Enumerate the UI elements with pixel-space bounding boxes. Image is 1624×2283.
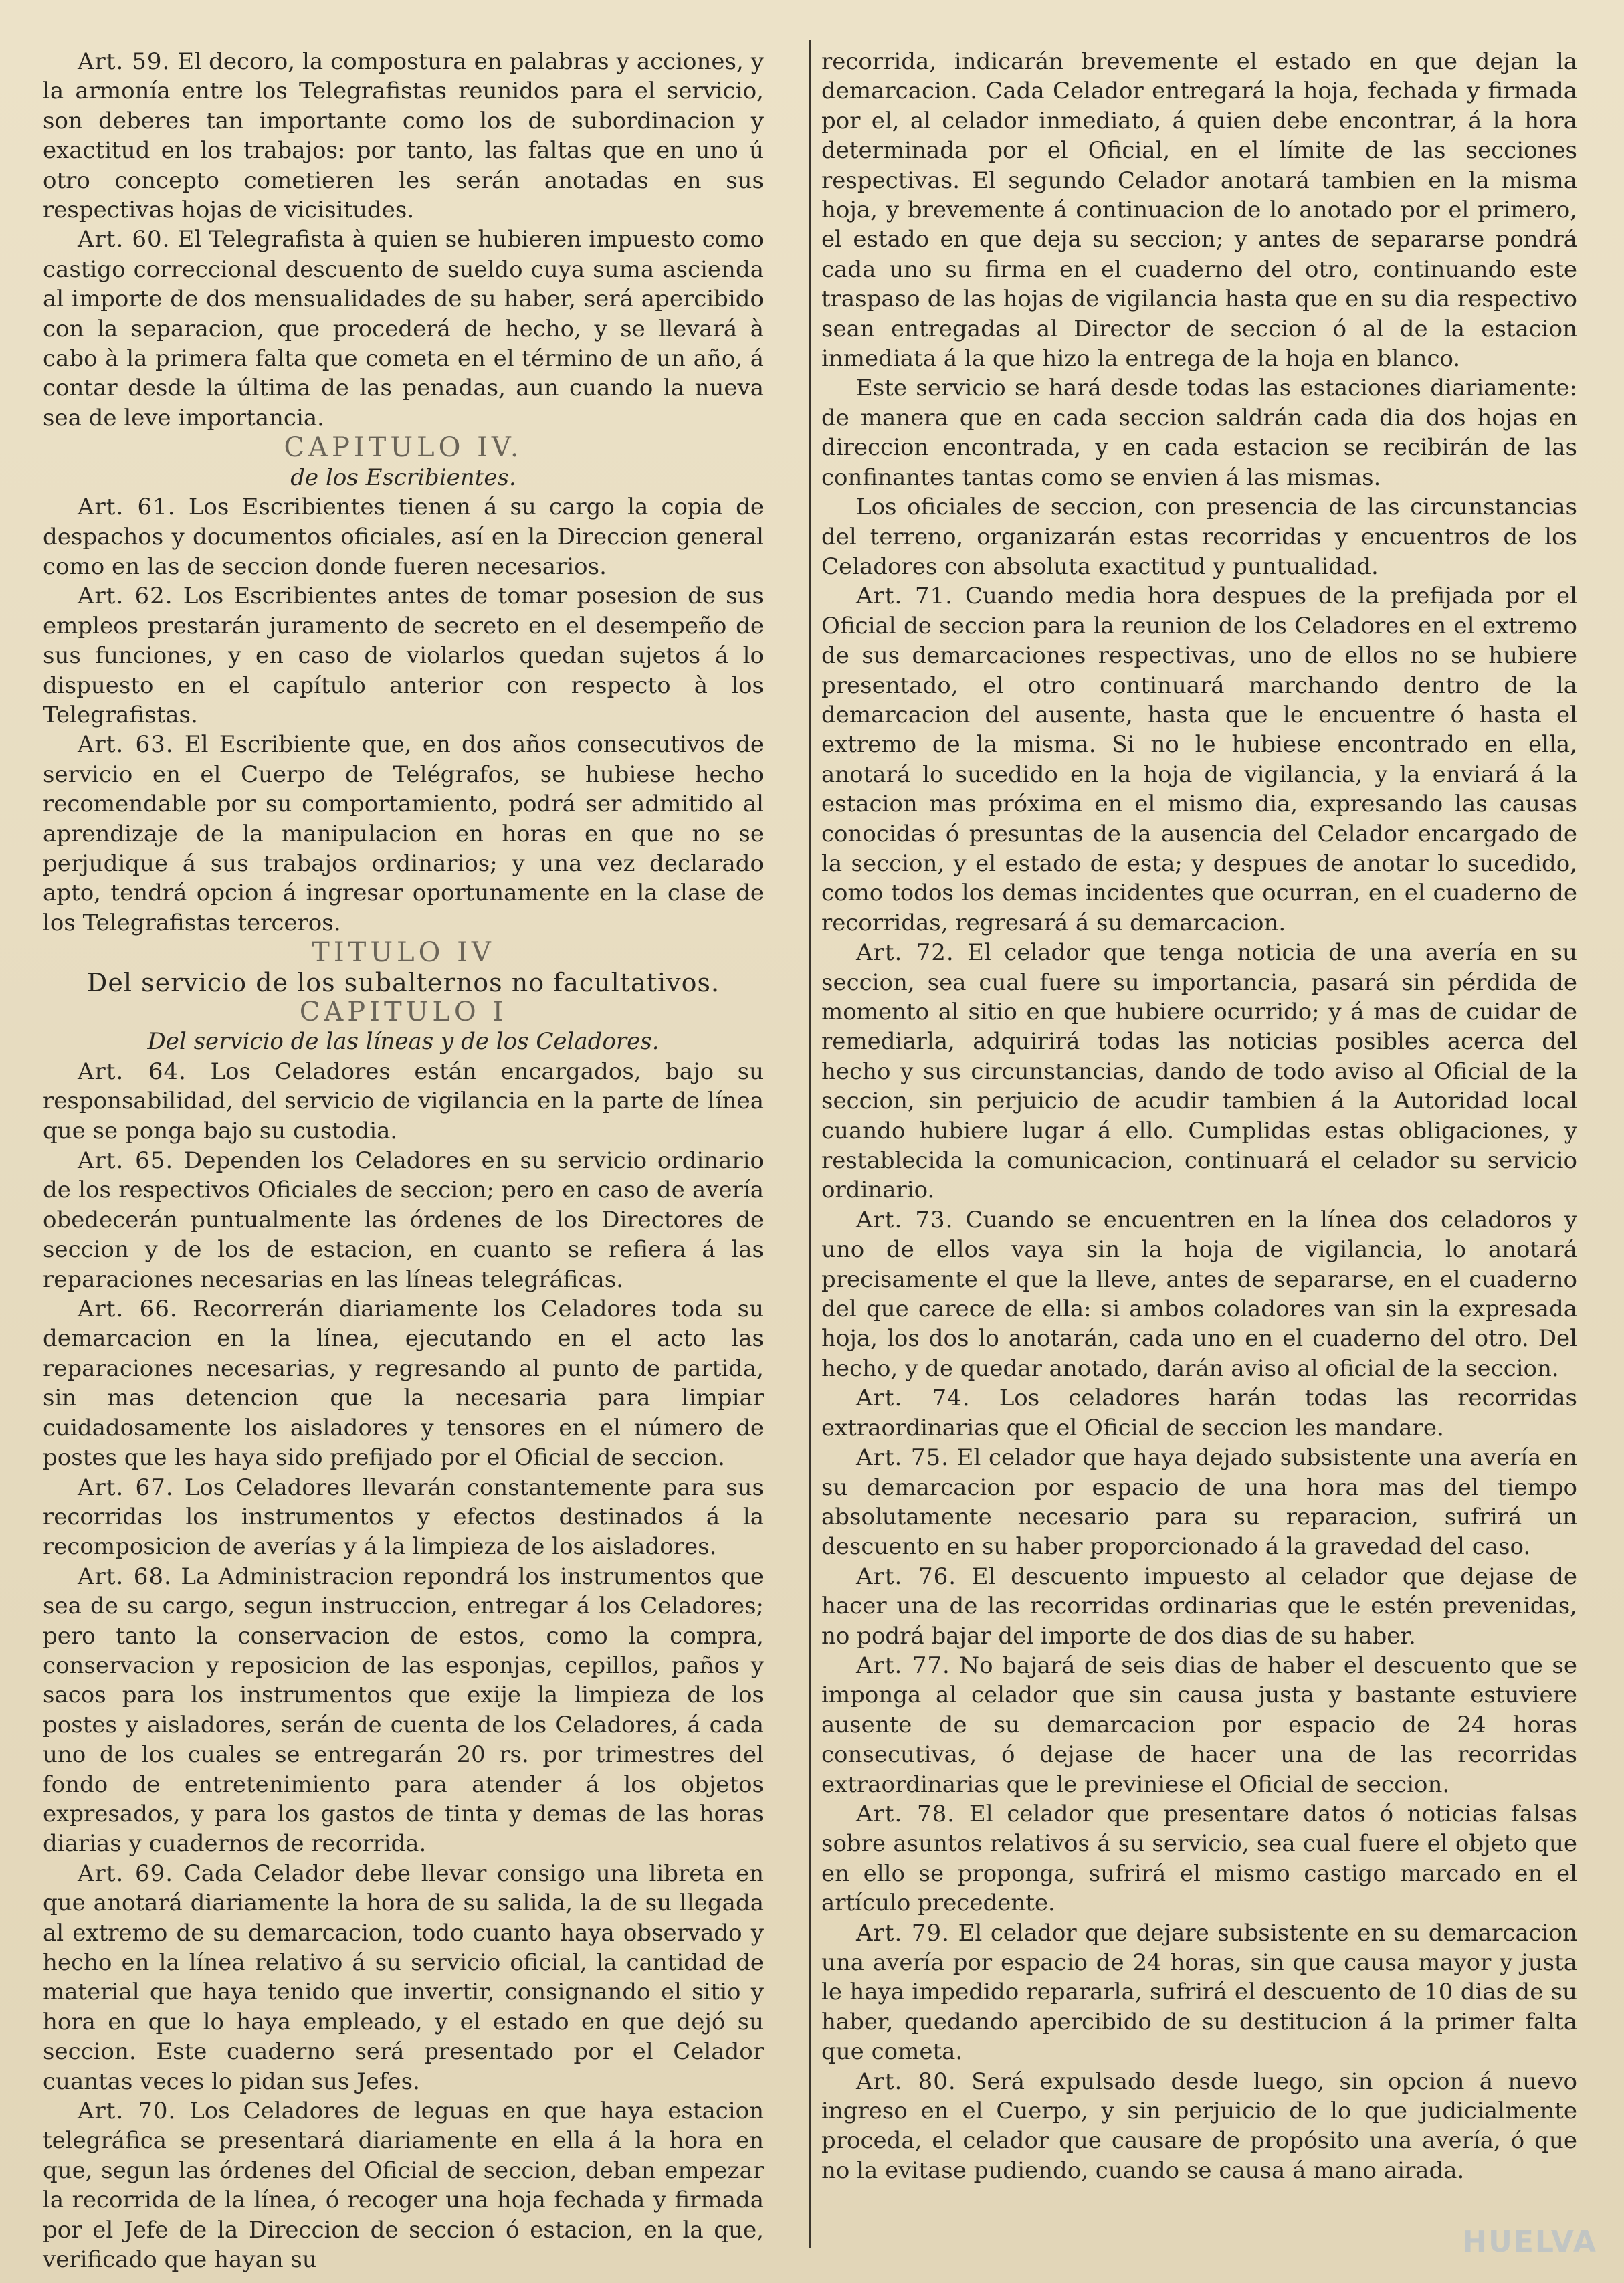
article-text: El descuento impuesto al celador que dejase de hacer una de las recorridas ordinarias que le estén prevenidas, no podrá bajar del importe de dos dias de su haber. [821, 1563, 1577, 1650]
article-paragraph [43, 2096, 764, 2274]
article-number: Art. 72. [856, 939, 954, 967]
article-number: Art. 74. [856, 1385, 971, 1412]
article-paragraph [821, 581, 1577, 938]
article-text: Cuando media hora despues de la prefijada por el Oficial de seccion para la reunion de los Celadores en el extremo de sus demarcaciones respectivas, uno de ellos no se hubiere presentado, el otro continuará marchando dentro de la demarcacion del ausente, hasta que le encuentre ó hasta el extremo de la misma. Si no le hubiese encontrado en ella, anotará lo sucedido en la hoja de vigilancia, y la enviará á la estacion mas próxima en el mismo dia, expresando las causas conocidas ó presuntas de la ausencia del Celador encargado de la seccion, y el estado de esta; y despues de anotar lo sucedido, como todos los demas incidentes que ocurran, en el cuaderno de recorridas, regresará á su demarcacion. [821, 583, 1577, 936]
section-heading: TITULO IV [312, 937, 495, 969]
article-number: Art. 69. [78, 1860, 174, 1887]
article-text: El celador que dejare subsistente en su demarcacion una avería por espacio de 24 horas, sin que causa mayor y justa le haya impedido repararla, sufrirá el descuento de 10 dias de su haber, quedando apercibido de su destitucion á la primer falta que cometa. [821, 1919, 1578, 2066]
article-text: El Escribiente que, en dos años consecutivos de servicio en el Cuerpo de Telégrafos, se hubiese hecho recomendable por su comportamiento, podrá ser admitido al aprendizaje de la manipulacion en horas en que no se perjudique á sus trabajos ordinarios; y una vez declarado apto, tendrá opcion á ingresar oportunamente en la clase de los Telegrafistas terceros. [43, 731, 765, 936]
article-paragraph [821, 1799, 1577, 1918]
article-text: Recorrerán diariamente los Celadores toda su demarcacion en la línea, ejecutando en el acto las reparaciones necesarias, y regresando al punto de partida, sin mas detencion que la necesaria para limpiar cuidadosamente los aisladores y tensores en el número de postes que les haya sido prefijado por el Oficial de seccion. [43, 1296, 764, 1472]
article-paragraph [43, 1146, 764, 1294]
article-paragraph [43, 47, 764, 225]
article-text: Los Escribientes antes de tomar posesion de sus empleos prestarán juramento de secreto en el desempeño de sus funciones, y en caso de violarlos quedan sujetos á lo dispuesto en el capítulo anterior con respecto à los Telegrafistas. [43, 583, 764, 728]
article-paragraph [821, 1651, 1577, 1799]
section-heading: CAPITULO IV. [284, 432, 523, 464]
section-subheading: Del servicio de las líneas y de los Celadores. [147, 1028, 659, 1056]
section-subheading: de los Escribientes. [290, 464, 516, 491]
article-number: Art. 63. [78, 731, 174, 759]
article-text: Los Celadores de leguas en que haya estacion telegráfica se presentará diariamente en ella á la hora en que, segun las órdenes del Oficial de seccion, deban empezar la recorrida de la línea, ó recoger una hoja fechada y firmada por el Jefe de la Direccion de seccion ó estacion, en la que, verificado que hayan su [43, 2098, 765, 2274]
article-text: Cada Celador debe llevar consigo una libreta en que anotará diariamente la hora de su salida, la de su llegada al extremo de su demarcacion, todo cuanto haya observado y hecho en la línea relativo á su servicio oficial, la cantidad de material que haya tenido que invertir, consignando el sitio y hora en que lo haya empleado, y el estado en que dejó su seccion. Este cuaderno será presentado por el Celador cuantas veces lo pidan sus Jefes. [43, 1860, 765, 2095]
article-text: Los oficiales de seccion, con presencia de las circunstancias del terreno, organizarán estas recorridas y encuentros de los Celadores con absoluta exactitud y puntualidad. [821, 494, 1577, 580]
article-number: Art. 73. [856, 1206, 954, 1233]
article-text: Será expulsado desde luego, sin opcion á nuevo ingreso en el Cuerpo, y sin perjuicio de lo que judicialmente proceda, el celador que causare de propósito una avería, ó que no la evitase pudiendo, cuando se causa á mano airada. [821, 2068, 1577, 2184]
article-paragraph [43, 225, 764, 433]
library-watermark: HUELVA [1462, 2225, 1597, 2259]
article-number: Art. 64. [78, 1058, 187, 1085]
article-number: Art. 68. [78, 1563, 172, 1590]
article-paragraph [43, 581, 764, 730]
article-paragraph [821, 1443, 1577, 1562]
article-paragraph [821, 1383, 1577, 1443]
article-text: El celador que haya dejado subsistente una avería en su demarcacion por espacio de una hora mas del tiempo absolutamente necesario para su reparacion, sufrirá un descuento en su haber proporcionado á la gravedad del caso. [821, 1444, 1577, 1561]
article-text: La Administracion repondrá los instrumentos que sea de su cargo, segun instruccion, entregar á los Celadores; pero tanto la conservacion de estos, como la compra, conservacion y reposicion de las esponjas, cepillos, paños y sacos para los instrumentos que exije la limpieza de los postes y aisladores, serán de cuenta de los Celadores, á cada uno de los cuales se entregarán 20 rs. por trimestres del fondo de entretenimiento para atender á los objetos expresados, y para los gastos de tinta y demas de las horas diarias y cuadernos de recorrida. [43, 1563, 764, 1858]
article-number: Art. 65. [78, 1147, 174, 1175]
article-text: El decoro, la compostura en palabras y acciones, y la armonía entre los Telegrafistas reunidos para el servicio, son deberes tan importante como los de subordinacion y exactitud en los trabajos: por tanto, las faltas que en uno ú otro concepto cometieren les serán anotadas en sus respectivas hojas de vicisitudes. [43, 48, 765, 224]
article-text: El celador que tenga noticia de una avería en su seccion, sea cual fuere su importancia, pasará sin pérdida de momento al sitio en que hubiere ocurrido; y á mas de cuidar de remediarla, adquirirá todas las noticias posibles acerca del hecho y sus circunstancias, dando de todo aviso al Oficial de la seccion, sin perjuicio de acudir tambien á la Autoridad local cuando hubiere lugar á ello. Cumplidas estas obligaciones, y restablecida la comunicacion, continuará el celador su servicio ordinario. [821, 939, 1577, 1204]
article-number: Art. 71. [856, 583, 954, 610]
article-number: Art. 77. [856, 1652, 950, 1679]
article-number: Art. 67. [78, 1474, 174, 1501]
left-column [43, 47, 764, 2274]
article-number: Art. 61. [78, 494, 176, 521]
article-number: Art. 70. [78, 2098, 177, 2125]
article-paragraph [43, 492, 764, 581]
title-heading: Del servicio de los subalternos no facultativos. [86, 967, 720, 997]
article-number: Art. 76. [856, 1563, 957, 1590]
article-number: Art. 62. [78, 583, 173, 610]
article-paragraph [821, 1562, 1577, 1651]
article-number: Art. 80. [856, 2068, 956, 2095]
article-paragraph [821, 938, 1577, 1205]
article-text: Los Escribientes tienen á su cargo la copia de despachos y documentos oficiales, así en la Direccion general como en las de seccion donde fueren necesarios. [43, 494, 765, 580]
article-number: Art. 66. [78, 1296, 178, 1323]
article-text: No bajará de seis dias de haber el descuento que se imponga al celador que sin causa justa y bastante estuviere ausente de su demarcacion por espacio de 24 horas consecutivas, ó dejase de hacer una de las recorridas extraordinarias que le previniese el Oficial de seccion. [821, 1652, 1577, 1798]
article-number: Art. 75. [856, 1444, 949, 1472]
article-text: Los Celadores están encargados, bajo su responsabilidad, del servicio de vigilancia en la parte de línea que se ponga bajo su custodia. [43, 1058, 764, 1145]
article-paragraph [821, 1205, 1577, 1383]
section-heading: CAPITULO I [299, 997, 508, 1027]
article-text: Los Celadores llevarán constantemente para sus recorridas los instrumentos y efectos destinados á la recomposicion de averías y á la limpieza de los aisladores. [43, 1474, 764, 1561]
article-paragraph [43, 1473, 764, 1562]
right-column [821, 47, 1577, 2185]
article-number: Art. 59. [78, 48, 171, 75]
article-number: Art. 78. [856, 1800, 956, 1827]
article-text: Cuando se encuentren en la línea dos celadoros y uno de ellos vaya sin la hoja de vigilancia, lo anotará precisamente el que la lleve, antes de separarse, en el cuaderno del que carece de ella: si ambos coladores van sin la expresada hoja, los dos lo anotarán, cada uno en el cuaderno del otro. Del hecho, y de quedar anotado, darán aviso al oficial de la seccion. [821, 1206, 1577, 1382]
article-paragraph [821, 373, 1577, 492]
article-paragraph [43, 1057, 764, 1146]
article-paragraph [821, 2067, 1577, 2186]
article-paragraph [43, 730, 764, 938]
article-text: Los celadores harán todas las recorridas extraordinarias que el Oficial de seccion les mandare. [821, 1385, 1578, 1442]
article-text: Este servicio se hará desde todas las estaciones diariamente: de manera que en cada seccion saldrán cada dia dos hojas en direccion encontrada, y en cada estacion se recibirán de las confinantes tantas como se envien á las mismas. [821, 375, 1577, 491]
article-paragraph [43, 1562, 764, 1859]
article-text: Dependen los Celadores en su servicio ordinario de los respectivos Oficiales de seccion; pero en caso de avería obedecerán puntualmente las órdenes de los Directores de seccion y de los de estacion, en cuanto se refiera á las reparaciones necesarias en las líneas telegráficas. [43, 1147, 765, 1293]
article-paragraph [43, 1859, 764, 2096]
article-text: El Telegrafista à quien se hubieren impuesto como castigo correccional descuento de sueldo cuya suma ascienda al importe de dos mensualidades de su haber, será apercibido con la separacion, que procederá de hecho, y se llevará à cabo à la primera falta que cometa en el término de un año, á contar desde la última de las penadas, aun cuando la nueva sea de leve importancia. [43, 226, 764, 431]
article-paragraph [43, 1294, 764, 1472]
article-paragraph [821, 492, 1577, 581]
article-text: El celador que presentare datos ó noticias falsas sobre asuntos relativos á su servicio, sea cual fuere el objeto que en ello se proponga, sufrirá el mismo castigo marcado en el artículo precedente. [821, 1800, 1578, 1917]
article-number: Art. 79. [856, 1919, 950, 1947]
article-text: recorrida, indicarán brevemente el estado en que dejan la demarcacion. Cada Celador entregará la hoja, fechada y firmada por el, al celador inmediato, á quien debe encontrar, á la hora determinada por el Oficial, en el límite de las secciones respectivas. El segundo Celador anotará tambien en la misma hoja, y brevemente á continuacion de lo anotado por el primero, el estado en que deja su seccion; y antes de separarse pondrá cada uno su firma en el cuaderno del otro, continuando este traspaso de las hojas de vigilancia hasta que en su dia respectivo sean entregadas al Director de seccion ó al de la estacion inmediata á la que hizo la entrega de la hoja en blanco. [821, 48, 1577, 373]
column-divider [809, 40, 811, 2248]
continued-paragraph [821, 47, 1577, 373]
article-paragraph [821, 1918, 1577, 2067]
article-number: Art. 60. [78, 226, 171, 254]
